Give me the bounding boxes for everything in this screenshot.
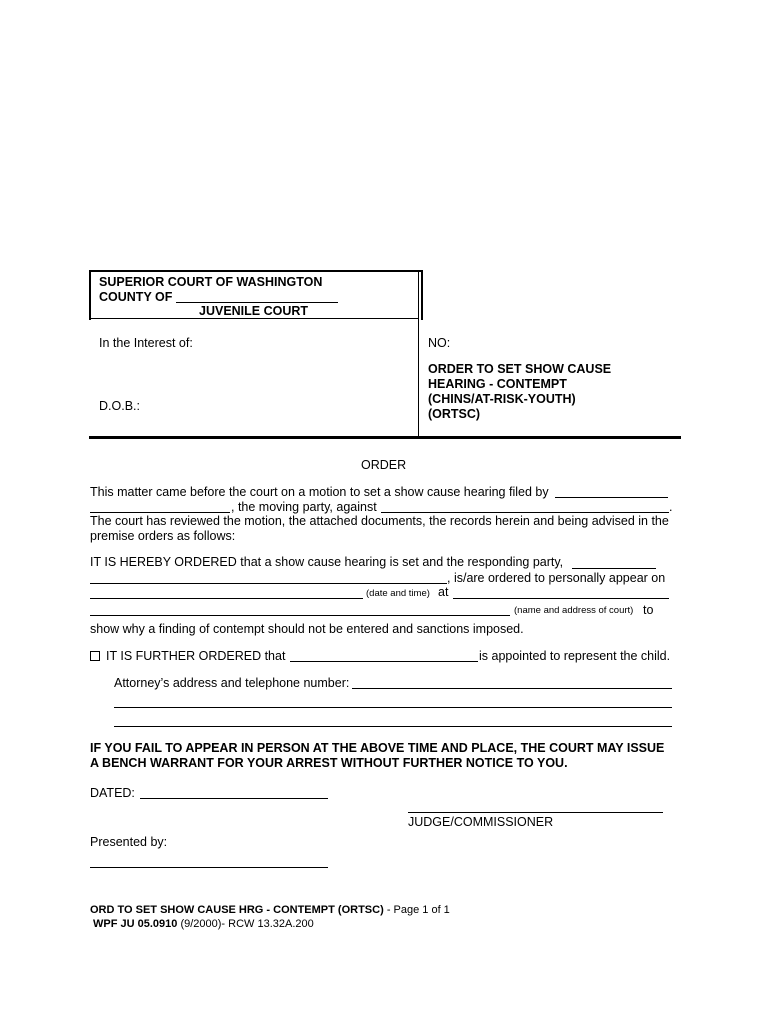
court-address-field[interactable] (90, 615, 510, 616)
footer-code-row (93, 918, 314, 930)
judge-signature-field[interactable] (408, 812, 663, 813)
county-label: COUNTY OF (99, 290, 173, 304)
presented-by-label: Presented by: (90, 835, 168, 849)
form-title-line: (CHINS/AT-RISK-YOUTH) (428, 392, 576, 406)
attorney-address-field[interactable] (352, 688, 672, 689)
footer-page-info: - Page 1 of 1 (386, 904, 450, 916)
p1-period: . (669, 500, 673, 514)
order-heading: ORDER (361, 458, 407, 472)
responding-party-field[interactable] (572, 568, 656, 569)
filed-by-field[interactable] (555, 497, 668, 498)
p3-text: IT IS FURTHER ORDERED that (106, 649, 286, 663)
form-title-line: HEARING - CONTEMPT (428, 377, 567, 391)
p1-text: This matter came before the court on a motion to set a show cause hearing filed by (90, 485, 549, 499)
presented-by-field[interactable] (90, 867, 328, 868)
interest-label: In the Interest of: (99, 336, 193, 350)
date-time-field[interactable] (90, 598, 363, 599)
caption-bottom-rule (89, 436, 681, 439)
form-title-line: ORDER TO SET SHOW CAUSE (428, 362, 612, 376)
against-field[interactable] (381, 512, 669, 513)
attorney-address-field-2[interactable] (114, 707, 672, 708)
caption-vertical-divider (418, 270, 419, 438)
moving-party-field[interactable] (90, 512, 230, 513)
judge-label: JUDGE/COMMISSIONER (408, 815, 554, 829)
p3-text: is appointed to represent the child. (479, 649, 671, 663)
footer-form-code: WPF JU 05.0910 (93, 918, 178, 930)
p2-text: , is/are ordered to personally appear on (447, 571, 666, 585)
p2-to: to (643, 603, 654, 617)
p2-text: show why a finding of contempt should not be entered and sanctions imposed. (90, 622, 524, 636)
further-ordered-row (90, 649, 285, 663)
footer-title-row (90, 904, 450, 916)
court-name: SUPERIOR COURT OF WASHINGTON (99, 275, 323, 289)
footer-form-ref: (9/2000)- RCW 13.32A.200 (180, 918, 314, 930)
p1-text: The court has reviewed the motion, the attached documents, the records herein and being advised in the (90, 514, 669, 528)
p1-text: , the moving party, against (231, 500, 377, 514)
warning-text: A BENCH WARRANT FOR YOUR ARREST WITHOUT FURTHER NOTICE TO YOU. (90, 756, 568, 770)
court-address-hint: (name and address of court) (514, 605, 634, 616)
responding-party-field-2[interactable] (90, 583, 447, 584)
date-time-hint: (date and time) (366, 588, 430, 599)
dated-label: DATED: (90, 786, 135, 800)
p2-text: IT IS HEREBY ORDERED that a show cause hearing is set and the responding party, (90, 555, 564, 569)
checkbox-icon[interactable] (90, 651, 100, 661)
dob-label: D.O.B.: (99, 399, 140, 413)
dated-field[interactable] (140, 798, 328, 799)
caption-divider (89, 318, 419, 319)
attorney-name-field[interactable] (290, 661, 478, 662)
p1-text: premise orders as follows: (90, 529, 236, 543)
court-division: JUVENILE COURT (199, 304, 309, 318)
form-title-line: (ORTSC) (428, 407, 481, 421)
attorney-address-label: Attorney’s address and telephone number: (114, 676, 350, 690)
case-number-label: NO: (428, 336, 451, 350)
at-field[interactable] (453, 598, 669, 599)
p2-at: at (438, 585, 449, 599)
warning-text: IF YOU FAIL TO APPEAR IN PERSON AT THE ABOVE TIME AND PLACE, THE COURT MAY ISSUE (90, 741, 665, 755)
county-field[interactable] (176, 302, 338, 303)
attorney-address-field-3[interactable] (114, 726, 672, 727)
footer-form-title: ORD TO SET SHOW CAUSE HRG - CONTEMPT (ORTSC) (90, 904, 384, 916)
